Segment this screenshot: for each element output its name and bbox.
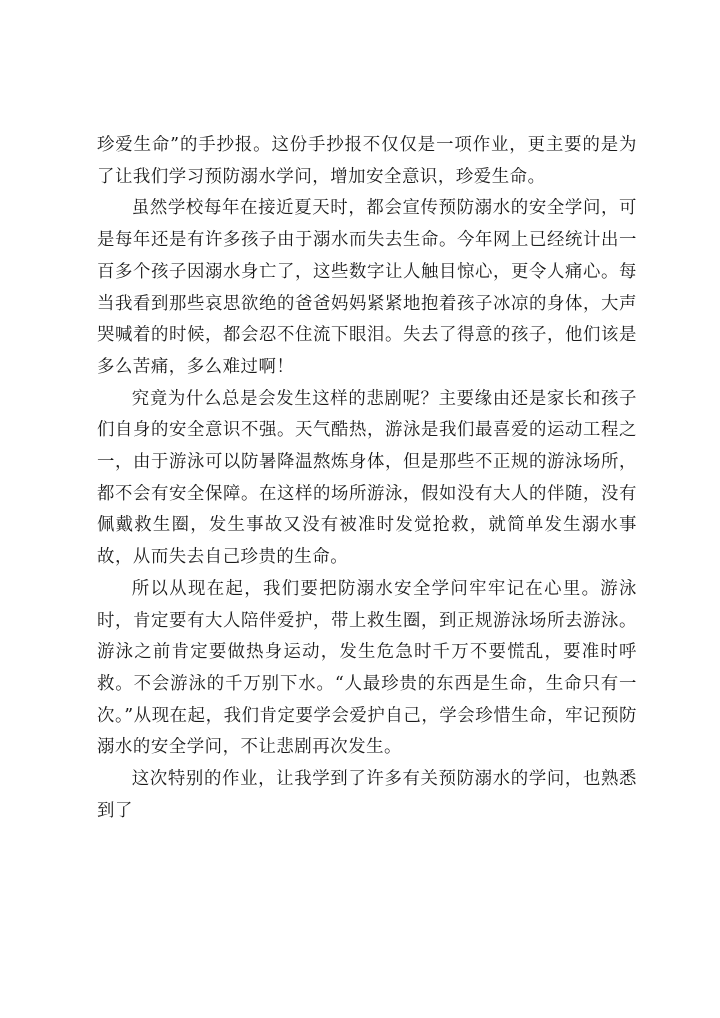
document-body — [97, 130, 637, 827]
paragraph-3: 究竟为什么总是会发生这样的悲剧呢？主要缘由还是家长和孩子们自身的安全意识不强。天气酷热，游泳是我们最喜爱的运动工程之一，由于游泳可以防暑降温熬炼身体，但是那些不正规的游泳场所，都不会有安全保障。在这样的场所游泳，假如没有大人的伴随，没有佩戴救生圈，发生事故又没有被准时发觉抢救，就简单发生溺水事故，从而失去自己珍贵的生命。 — [97, 388, 637, 568]
paragraph-4: 所以从现在起，我们要把防溺水安全学问牢牢记在心里。游泳时，肯定要有大人陪伴爱护，带上救生圈，到正规游泳场所去游泳。游泳之前肯定要做热身运动，发生危急时千万不要慌乱，要准时呼救。不会游泳的千万别下水。“人最珍贵的东西是生命，生命只有一次。”从现在起，我们肯定要学会爱护自己，学会珍惜生命，牢记预防溺水的安全学问，不让悲剧再次发生。 — [97, 578, 637, 758]
paragraph-5: 这次特别的作业，让我学到了许多有关预防溺水的学问，也熟悉到了 — [97, 769, 637, 821]
paragraph-2: 虽然学校每年在接近夏天时，都会宣传预防溺水的安全学问，可是每年还是有许多孩子由于溺水而失去生命。今年网上已经统计出一百多个孩子因溺水身亡了，这些数字让人触目惊心，更令人痛心。每当我看到那些哀思欲绝的爸爸妈妈紧紧地抱着孩子冰凉的身体，大声哭喊着的时候，都会忍不住流下眼泪。失去了得意的孩子，他们该是多么苦痛，多么难过啊！ — [97, 198, 637, 377]
paragraph-1: 珍爱生命”的手抄报。这份手抄报不仅仅是一项作业，更主要的是为了让我们学习预防溺水学问，增加安全意识，珍爱生命。 — [97, 135, 637, 187]
